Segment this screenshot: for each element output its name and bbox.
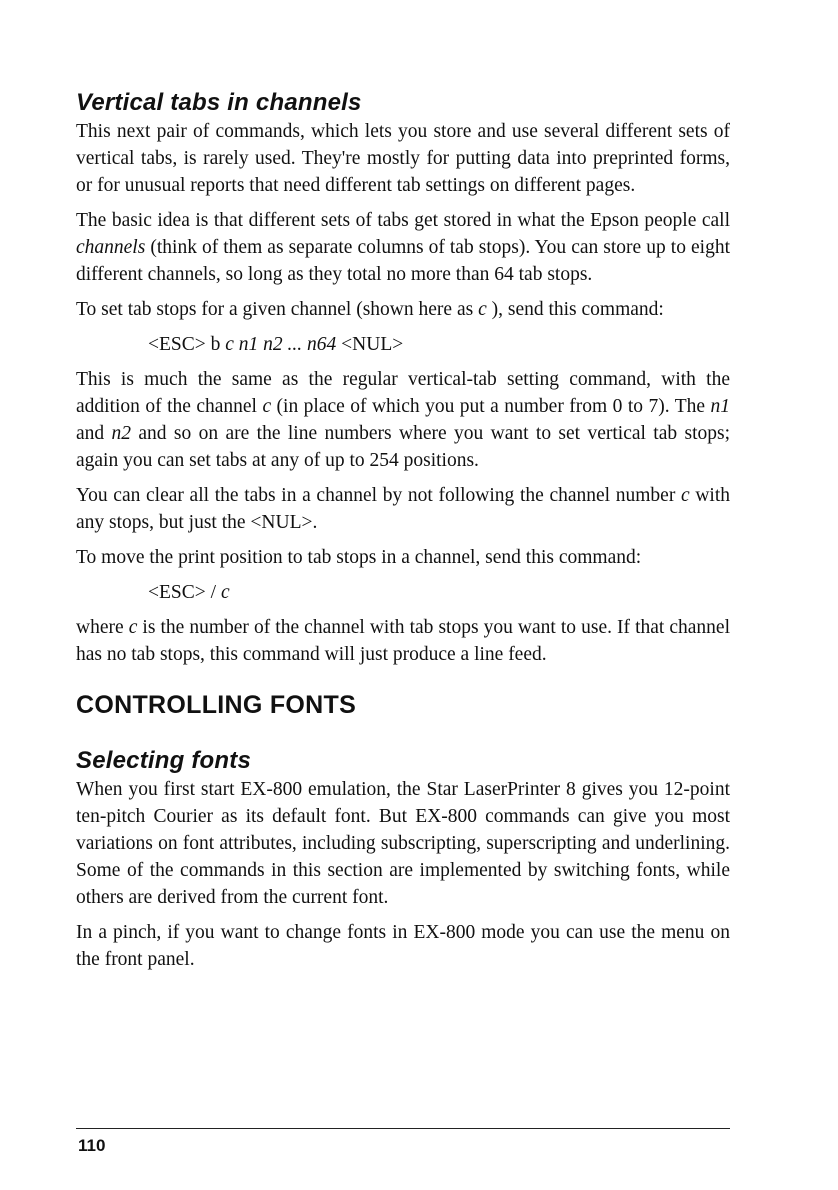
emphasis-n2: n2 (111, 423, 132, 444)
text-fragment: and so on are the line numbers where you want to set vertical tab stops; again you can set tabs at any of up to 254 positions. (76, 423, 731, 471)
chapter-heading-controlling-fonts: CONTROLLING FONTS (76, 691, 357, 719)
command-args: c (220, 582, 230, 603)
emphasis-c: c (681, 485, 690, 506)
page-content (76, 88, 730, 973)
paragraph-intro: This next pair of commands, which lets you store and use several different sets of vertical tabs, is rarely used. They're mostly for putting data into preprinted forms, or for unusual reports that need different tab settings on different pages. (76, 121, 730, 196)
text-fragment: This is much the same as the regular vertical-tab setting command, with the addition of the channel (76, 369, 730, 417)
paragraph-default-font: When you first start EX-800 emulation, the Star LaserPrinter 8 gives you 12-point ten-pitch Courier as its default font. But EX-800 commands can give you most variations on font attributes, including subscripting, superscripting and underlining. Some of the commands in this section are implemented by switching fonts, while others are derived from the current font. (76, 779, 730, 908)
footer-rule (76, 1128, 730, 1129)
emphasis-c: c (478, 299, 487, 320)
text-fragment: where (76, 617, 129, 638)
paragraph-channels (76, 207, 730, 288)
command-text: <ESC> / (148, 582, 221, 603)
command-text: <ESC> b (148, 334, 226, 355)
text-fragment: with any stops, but just the <NUL>. (76, 485, 730, 533)
text-fragment: (think of them as separate columns of tab stops). You can store up to eight different channels, so long as they total no more than 64 tab stops. (76, 237, 730, 285)
page-number: 110 (78, 1136, 106, 1155)
paragraph-move-print-position: To move the print position to tab stops in a channel, send this command: (76, 547, 642, 568)
paragraph-channel-number (76, 614, 730, 668)
command-text: <NUL> (336, 334, 404, 355)
text-fragment: To set tab stops for a given channel (shown here as (76, 299, 479, 320)
paragraph-front-panel: In a pinch, if you want to change fonts in EX-800 mode you can use the menu on the front panel. (76, 922, 730, 970)
paragraph-command-explanation (76, 366, 730, 474)
emphasis-c: c (128, 617, 138, 638)
paragraph-set-tab-stops (76, 296, 730, 323)
emphasis-channels: channels (76, 237, 146, 258)
section-heading-selecting-fonts: Selecting fonts (76, 747, 252, 774)
emphasis-c: c (262, 396, 272, 417)
command-args: c n1 n2 ... n64 (225, 334, 337, 355)
emphasis-n1: n1 (710, 396, 730, 417)
text-fragment: and (76, 423, 112, 444)
section-heading-vertical-tabs: Vertical tabs in channels (76, 89, 362, 116)
command-set-channel-tabs (148, 331, 730, 358)
text-fragment: ), send this command: (486, 299, 664, 320)
text-fragment: You can clear all the tabs in a channel by not following the channel number (76, 485, 681, 506)
text-fragment: is the number of the channel with tab stops you want to use. If that channel has no tab stops, this command will just produce a line feed. (76, 617, 731, 665)
command-move-to-channel (148, 579, 730, 606)
text-fragment: (in place of which you put a number from 0 to 7). The (271, 396, 711, 417)
paragraph-clear-tabs (76, 482, 730, 536)
text-fragment: The basic idea is that different sets of tabs get stored in what the Epson people call (76, 210, 730, 231)
